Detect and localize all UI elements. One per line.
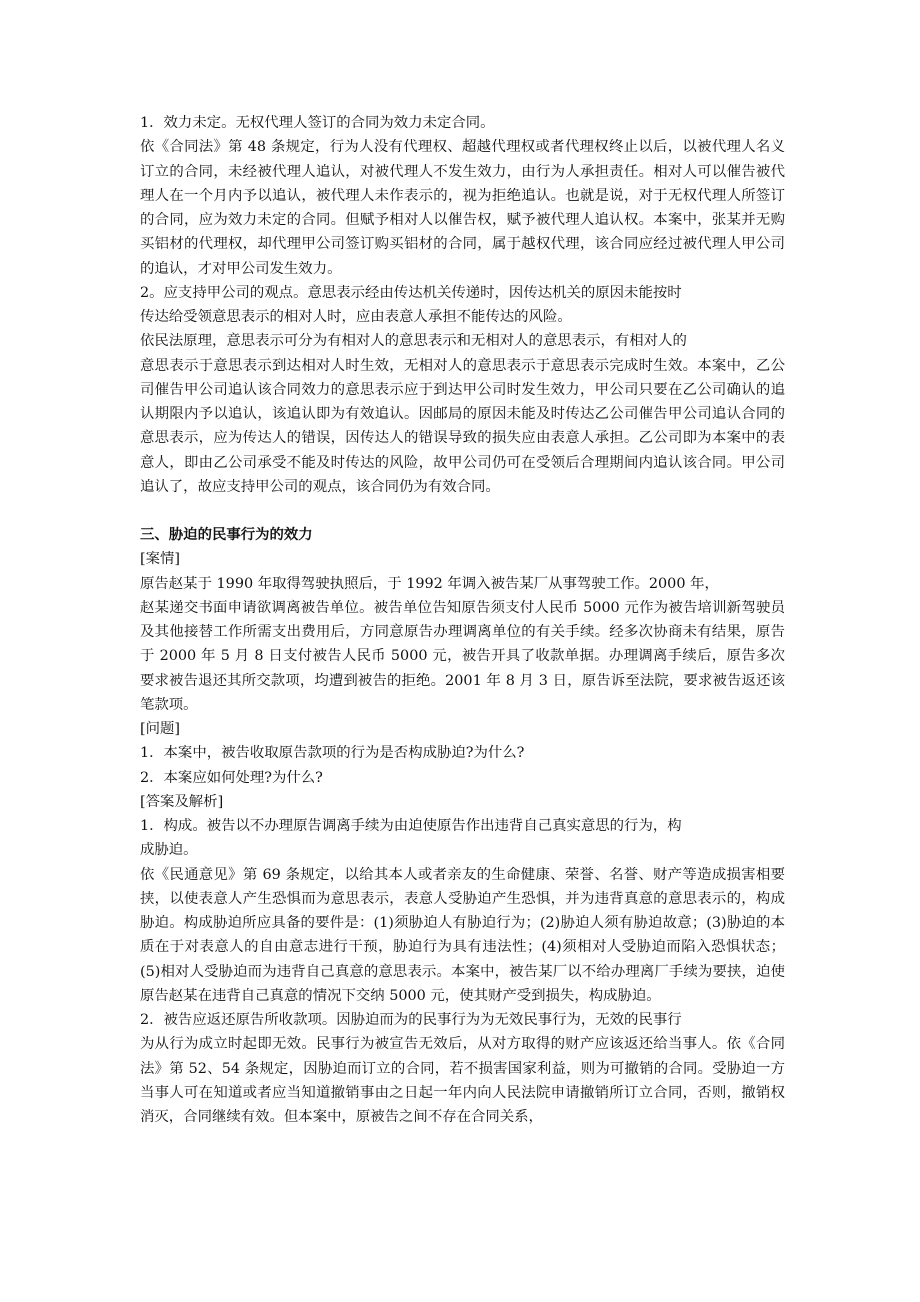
paragraph: 2。应支持甲公司的观点。意思表示经由传达机关传递时，因传达机关的原因未能按时 bbox=[140, 284, 682, 301]
section-heading: 三、胁迫的民事行为的效力 bbox=[140, 526, 313, 543]
blank-line bbox=[140, 499, 785, 523]
paragraph: 1．本案中，被告收取原告款项的行为是否构成胁迫?为什么? bbox=[140, 745, 525, 762]
paragraph: [问题] bbox=[140, 721, 181, 737]
paragraph: 为从行为成立时起即无效。民事行为被宣告无效后，从对方取得的财产应该返还给当事人。依《合同法》第 52、54 条规定，因胁迫而订立的合同，若不损害国家利益，则为可撤销的合同。受胁迫一方当事人可在知道或者应当知道撤销事由之日起一年内向人民法院申请撤销所订立合同，否则，撤销权消灭，合同继续有效。但本案中，原被告之间不存在合同关系， bbox=[140, 1036, 785, 1125]
paragraph: 依民法原理，意思表示可分为有相对人的意思表示和无相对人的意思表示，有相对人的 bbox=[140, 333, 687, 350]
paragraph: 成胁迫。 bbox=[140, 842, 198, 859]
paragraph: 1．效力未定。无权代理人签订的合同为效力未定合同。 bbox=[140, 115, 495, 131]
paragraph: 依《合同法》第 48 条规定，行为人没有代理权、超越代理权或者代理权终止以后，以被代理人名义订立的合同，未经被代理人追认，对被代理人不发生效力，由行为人承担责任。相对人可以催告被代理人在一个月内予以追认，被代理人未作表示的，视为拒绝追认。也就是说，对于无权代理人所签订的合同，应为效力未定的合同。但赋予相对人以催告权，赋予被代理人追认权。本案中，张某并无购买铝材的代理权，却代理甲公司签订购买铝材的合同，属于越权代理，该合同应经过被代理人甲公司的追认，才对甲公司发生效力。 bbox=[140, 139, 785, 277]
paragraph: [答案及解析] bbox=[140, 793, 224, 810]
paragraph: 2．本案应如何处理?为什么? bbox=[140, 769, 323, 786]
paragraph: 意思表示于意思表示到达相对人时生效，无相对人的意思表示于意思表示完成时生效。本案中，乙公司催告甲公司追认该合同效力的意思表示应于到达甲公司时发生效力，甲公司只要在乙公司确认的追认期限内予以追认，该追认即为有效追认。因邮局的原因未能及时传达乙公司催告甲公司追认合同的意思表示，应为传达人的错误，因传达人的错误导致的损失应由表意人承担。乙公司即为本案中的表意人，即由乙公司承受不能及时传达的风险，故甲公司仍可在受领后合理期间内追认该合同。甲公司追认了，故应支持甲公司的观点，该合同仍为有效合同。 bbox=[140, 357, 785, 495]
paragraph: 2．被告应返还原告所收款项。因胁迫而为的民事行为为无效民事行为，无效的民事行 bbox=[140, 1012, 682, 1028]
paragraph: 赵某递交书面申请欲调离被告单位。被告单位告知原告须支付人民币 5000 元作为被告培训新驾驶员及其他接替工作所需支出费用后，方同意原告办理调离单位的有关手续。经多次协商未有结果，原告于 2000 年 5 月 8 日支付被告人民币 5000 元，被告开具了收款单据。办理调离手续后，原告多次要求被告退还其所交款项，均遭到被告的拒绝。2001 年 8 月 3 日，原告诉至法院，要求被告返还该笔款项。 bbox=[140, 599, 785, 713]
paragraph: [案情] bbox=[140, 551, 181, 568]
paragraph: 传达给受领意思表示的相对人时，应由表意人承担不能传达的风险。 bbox=[140, 309, 572, 325]
document-body bbox=[140, 111, 785, 1129]
paragraph: 原告赵某于 1990 年取得驾驶执照后，于 1992 年调入被告某厂从事驾驶工作。2000 年， bbox=[140, 575, 719, 592]
paragraph: 依《民通意见》第 69 条规定，以给其本人或者亲友的生命健康、荣誉、名誉、财产等造成损害相要挟，以使表意人产生恐惧而为意思表示，表意人受胁迫产生恐惧，并为违背真意的意思表示的，构成胁迫。构成胁迫所应具备的要件是：(1)须胁迫人有胁迫行为；(2)胁迫人须有胁迫故意；(3)胁迫的本质在于对表意人的自由意志进行干预，胁迫行为具有违法性；(4)须相对人受胁迫而陷入恐惧状态；(5)相对人受胁迫而为违背自己真意的意思表示。本案中，被告某厂以不给办理离厂手续为要挟，迫使原告赵某在违背自己真意的情况下交纳 5000 元，使其财产受到损失，构成胁迫。 bbox=[140, 866, 785, 1004]
paragraph: 1．构成。被告以不办理原告调离手续为由迫使原告作出违背自己真实意思的行为，构 bbox=[140, 818, 682, 834]
